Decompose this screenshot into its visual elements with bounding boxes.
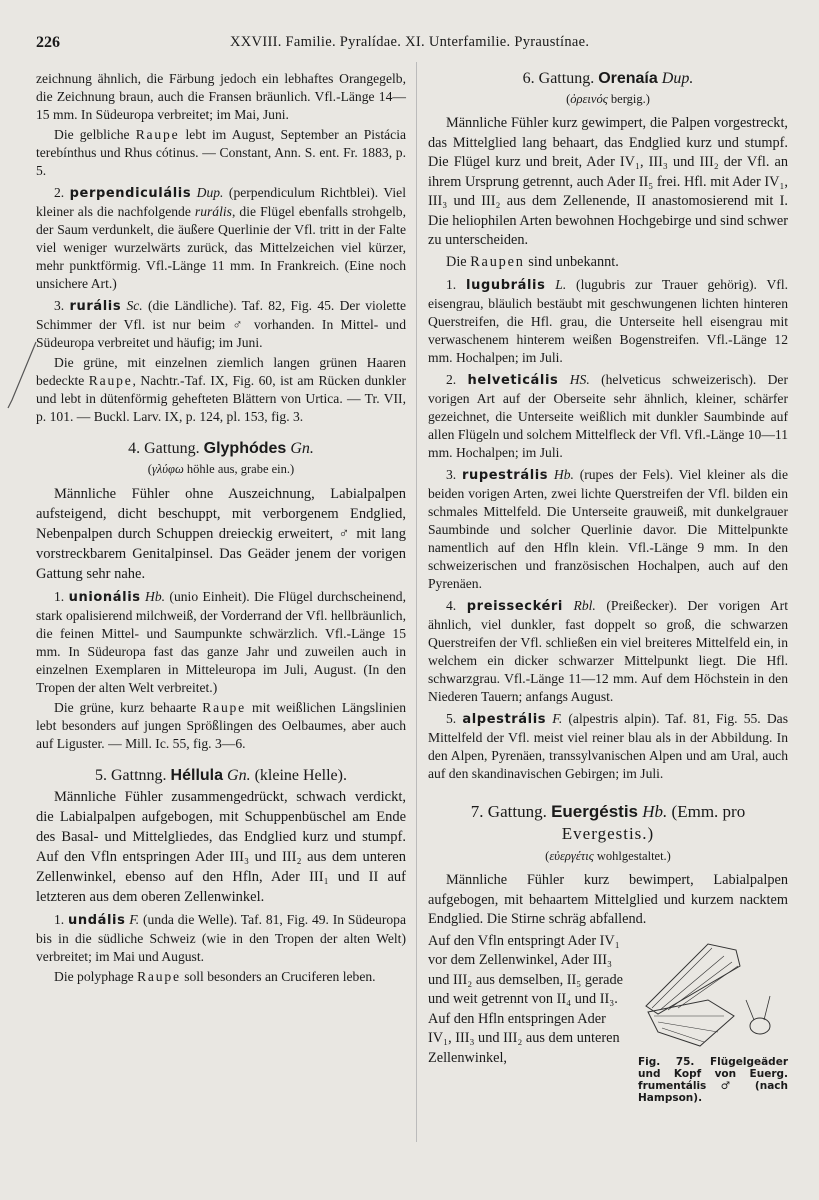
etymology: (ὀρεινός bergig.) bbox=[566, 92, 650, 106]
species-entry: 2. perpendiculális Dup. (perpendiculum Richtblei). Viel kleiner als die nachfolgende rurális, die Flügel ebenfalls strohgelb, der Saum verdunkelt, die äußere Querlinie der Vfl. tritt in der Falte viel weniger wurzelwärts zurück, das Mittelzeichen viel kürzer, mehr punktförmig. Vfl.-Länge 11 mm. In Frankreich. (Eine noch unsichere Art.) bbox=[36, 185, 406, 291]
paragraph: Auf den Vfln entspringt Ader IV₁ vor dem Zellenwinkel, Ader III₃ und III₂ aus demselben, II₅ gerade und weit getrennt von II₄ und II₃. Auf den Hfln entspringen Ader IV₁, III₃ und III₂ aus dem unteren Zellenwinkel, bbox=[428, 932, 623, 1066]
genus-description: Männliche Fühler kurz gewimpert, die Palpen vorgestreckt, das Mittelglied lang behaart, das Endglied kurz und stumpf. Die Flügel kurz und breit, Ader IV₁, III₃ und III₂ der Vfl. an ihrem Ursprung getrennt, auch Ader II₅ frei. Hfl. mit Ader IV₁, III₃ und III₂ aus dem Zellenende, II anastomosierend mit I. Die heliophilen Arten bewohnen Hochgebirge und sind schwer zu unterscheiden. bbox=[428, 115, 788, 248]
species-entry: 1. lugubrális L. (lugubris zur Trauer gehörig). Vfl. eisengrau, bläulich bestäubt mit geschwungenen lichten hinteren Querstreifen, die Hfl. grau, die Unterseite hell eisengrau mit verwaschenem hinterem weißen Bogenstreifen. Vfl.-Länge 12 mm. Hochalpen; im Juli. bbox=[428, 277, 789, 365]
running-head bbox=[0, 34, 819, 56]
species-entry: 4. preisseckéri Rbl. (Preißecker). Der vorigen Art ähnlich, viel dunkler, fast doppelt so groß, die schwarzen Querstreifen der Vfl. schließen ein viel breiteres Mittelfeld ein, in welchem ein dicker schwarzer Mittelpunkt liegt. Die Hfl. schwarzgrau. Vfl.-Länge 11—12 mm. Auf dem Höchstein in den Niederen Tauern; anfangs August. bbox=[428, 598, 788, 704]
species-name: rupestrális bbox=[461, 468, 549, 483]
paragraph: Die gelbliche Raupe lebt im August, September an Pistácia terebínthus und Rhus cótinus. — Constant, Ann. S. ent. Fr. 1883, p. 5. bbox=[36, 127, 407, 178]
paragraph: zeichnung ähnlich, die Färbung jedoch ein lebhaftes Orangegelb, die Zeichnung braun, auch die Fransen bräunlich. Vfl.-Länge 14—15 mm. In Südeuropa verbreitet; im Mai, Juni. bbox=[36, 71, 406, 122]
genus-description: Männliche Fühler kurz bewimpert, Labialpalpen aufgebogen, mit behaartem Mittelglied und kurzem nacktem Endglied. Die Stirne schräg abfallend. bbox=[428, 872, 788, 927]
species-name: alpestrális bbox=[462, 712, 547, 727]
paragraph: Die grüne, mit einzelnen ziemlich langen grünen Haaren bedeckte Raupe, Nachtr.-Taf. IX, Fig. 60, ist am Rücken dunkler und lebt in dütenförmig gehefteten Blättern von Urtica. — Tr. VII, p. 101. — Buckl. Larv. IX, p. 124, pl. 153, fig. 3. bbox=[36, 355, 407, 424]
page-number: 226 bbox=[36, 34, 60, 51]
column-divider bbox=[416, 62, 417, 1142]
species-entry: 5. alpestrális F. (alpestris alpin). Taf. 81, Fig. 55. Das Mittelfeld der Vfl. meist viel reiner blau als in der Abbildung. In den Alpen, Pyrenäen, transsylvanischen Alpen und am Ural, auch auf den skandinavischen Gebirgen; im Juli. bbox=[428, 711, 788, 781]
etymology: (γλύφω höhle aus, grabe ein.) bbox=[147, 462, 295, 476]
paragraph: Die grüne, kurz behaarte Raupe mit weißlichen Längslinien lebt besonders auf jungen Sprößlingen des Oelbaumes, aber auch auf Liguster. — Mill. Ic. 55, fig. 3—6. bbox=[36, 700, 406, 751]
species-name: perpendiculális bbox=[69, 186, 192, 201]
right-column bbox=[428, 70, 788, 1104]
paragraph: Die polyphage Raupe soll besonders an Cruciferen leben. bbox=[54, 969, 376, 984]
species-entry: 1. undális F. (unda die Welle). Taf. 81, Fig. 49. In Südeuropa bis in die südliche Schweiz (wie in den Tropen der alten Welt) verbreitet; im Mai und August. bbox=[36, 912, 407, 964]
genus-heading: 4. Gattung. Glyphódes Gn. bbox=[128, 440, 314, 457]
species-name: unionális bbox=[68, 590, 141, 605]
left-column bbox=[36, 70, 406, 988]
genus-heading: 6. Gattung. Orenaía Dup. bbox=[522, 70, 694, 87]
species-entry: 3. rurális Sc. (die Ländliche). Taf. 82, Fig. 45. Der violette Schimmer der Vfl. ist nur beim ♂ vorhanden. In Mittel- und Südeuropa verbreitet und häufig; im Juni. bbox=[36, 298, 406, 350]
paragraph: Die Raupen sind unbekannt. bbox=[446, 253, 619, 270]
species-name: lugubrális bbox=[466, 278, 546, 293]
species-name: rurális bbox=[69, 299, 122, 314]
etymology: (εὐεργέτις wohlgestaltet.) bbox=[545, 849, 671, 863]
species-entry: 1. unionális Hb. (unio Einheit). Die Flügel durchscheinend, stark opalisierend milchweiß, der Vorderrand der Vfl. hellbräunlich, die feinen Mittel- und Saumpunkte schwärzlich. Vfl.-Länge 15 mm. In Südeuropa fast das ganze Jahr und zuweilen auch in einzelnen Exemplaren in Mitteleuropa im Juli, August. (In den Tropen der alten Welt verbreitet.) bbox=[36, 589, 406, 695]
pencil-mark bbox=[6, 340, 40, 410]
genus-description: Männliche Fühler ohne Auszeichnung, Labialpalpen aufsteigend, dicht beschuppt, mit verborgenem Endglied, Nebenpalpen durch Schuppen dreieckig erweitert, ♂ mit lang vorstreckbarem Genitalpinsel. Das Geäder jenem der vorigen Gattung sehr nahe. bbox=[36, 486, 406, 582]
species-entry: 2. helveticális HS. (helveticus schweizerisch). Der vorigen Art auf der Oberseite sehr ähnlich, kleiner, schärfer gezeichnet, die Unterseite weißlich mit dunkler Saumbinde auf allen Flügeln und solchem Mittelfleck der Vfl. Vfl.-Länge 10—11 mm. Hochalpen; im Juli. bbox=[428, 372, 788, 460]
genus-description: Männliche Fühler zusammengedrückt, schwach verdickt, die Labialpalpen aufgebogen, mit Schuppenbüschel am Ende des Basal- und Mittelgliedes, das Endglied kurz und stumpf. Auf den Vfln entspringen Ader III₃ und III₂ aus dem unteren Zellenwinkel, ebenso auf den Hfln, Ader III₁ und II auf letzteren aus dem oberen Zellenwinkel. bbox=[36, 789, 406, 905]
species-entry: 3. rupestrális Hb. (rupes der Fels). Viel kleiner als die beiden vorigen Arten, zwei lichte Querstreifen der Vfl. bilden ein schmales Mittelfeld. Die Unterseite grauweiß, mit dunkelgrauer Saumbinde und solcher Querlinie davor. Die Mittelpunkte namentlich auf den Hfln klein. Vfl.-Länge 9 mm. In den schweizerischen und französischen Hochalpen, auch auf den Pyrenäen. bbox=[428, 467, 788, 591]
figure-caption: Fig. 75. Flügelgeäder und Kopf von Euerg. frumentális ♂ (nach Hampson). bbox=[638, 1055, 788, 1104]
species-name: undális bbox=[68, 913, 126, 928]
wing-venation-figure bbox=[638, 936, 788, 1056]
header-title: XXVIII. Familie. Pyralídae. XI. Unterfamilie. Pyraustínae. bbox=[230, 34, 590, 50]
figure bbox=[638, 936, 788, 1104]
genus-heading: 7. Gattung. Euergéstis Hb. (Emm. pro Evergestis.) bbox=[470, 802, 746, 843]
species-name: preisseckéri bbox=[466, 599, 563, 614]
species-name: helveticális bbox=[467, 373, 559, 388]
genus-heading: 5. Gattnng. Héllula Gn. (kleine Helle). bbox=[95, 767, 347, 784]
